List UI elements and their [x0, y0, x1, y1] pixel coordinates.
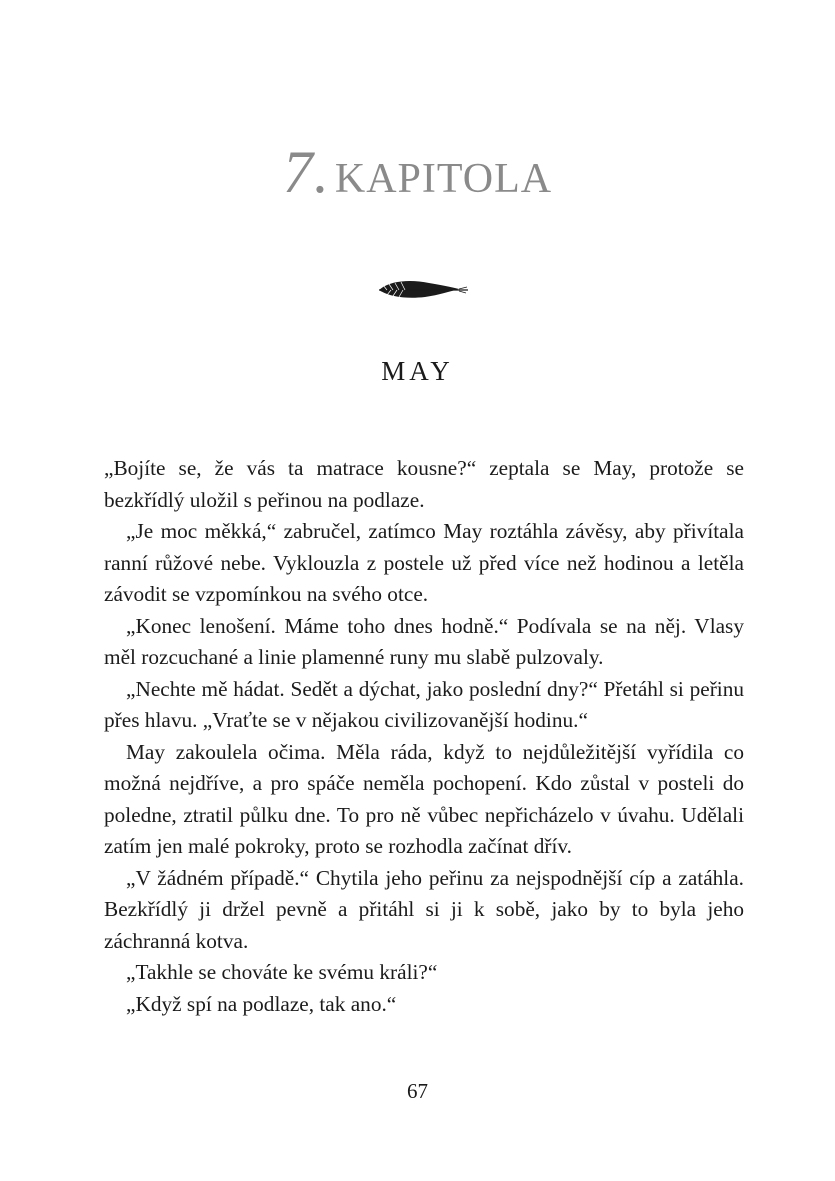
chapter-title	[0, 138, 835, 207]
paragraph: „Bojíte se, že vás ta matrace kousne?“ zeptala se May, protože se bezkřídlý uložil s peřinou na podlaze.	[104, 456, 744, 512]
paragraph: „V žádném případě.“ Chytila jeho peřinu za nejspodnější cíp a zatáhla. Bezkřídlý ji držel pevně a přitáhl si ji k sobě, jako by to byla jeho záchranná kotva.	[104, 865, 744, 953]
chapter-number: 7.	[282, 139, 330, 205]
page-number: 67	[407, 1079, 428, 1103]
chapter-text	[104, 453, 744, 1020]
paragraph: „Konec lenošení. Máme toho dnes hodně.“ Podívala se na něj. Vlasy měl rozcuchané a linie plamenné runy mu slabě pulzovaly.	[104, 613, 744, 669]
paragraph: May zakoulela očima. Měla ráda, když to nejdůležitější vyřídila co možná nejdříve, a pro spáče neměla pochopení. Kdo zůstal v posteli do poledne, ztratil půlku dne. To pro ně vůbec nepřicházelo v úvahu. Udělali zatím jen malé pokroky, proto se rozhodla začínat dřív.	[104, 739, 744, 858]
paragraph: „Když spí na podlaze, tak ano.“	[126, 991, 397, 1016]
pov-character-name: MAY	[381, 356, 454, 386]
paragraph: „Je moc měkká,“ zabručel, zatímco May roztáhla závěsy, aby přivítala ranní růžové nebe. Vyklouzla z postele už před více než hodinou a letěla závodit se vzpomínkou na svého otce.	[104, 519, 744, 606]
feather-icon	[377, 276, 469, 302]
paragraph: „Nechte mě hádat. Sedět a dýchat, jako poslední dny?“ Přetáhl si peřinu přes hlavu. „Vraťte se v nějakou civilizovanější hodinu.“	[104, 676, 744, 732]
paragraph: „Takhle se chováte ke svému králi?“	[126, 960, 438, 984]
chapter-word: KAPITOLA	[334, 156, 553, 202]
